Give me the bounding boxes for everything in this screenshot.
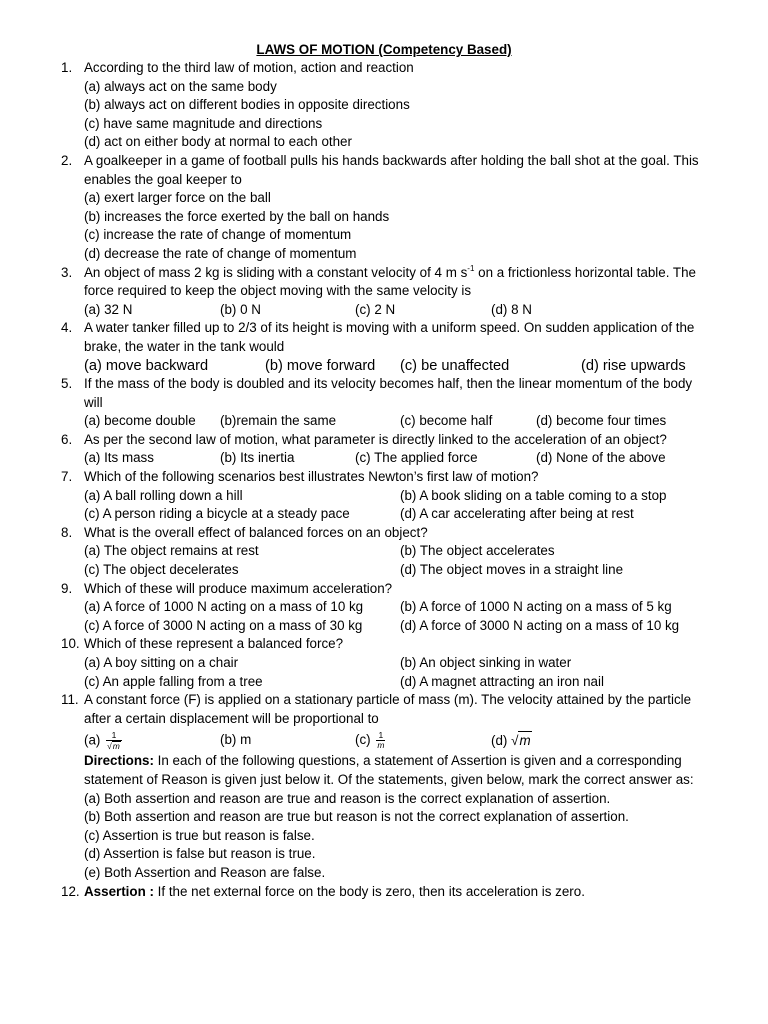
options-row bbox=[0, 487, 768, 506]
option-d: (d) The object moves in a straight line bbox=[400, 562, 624, 578]
option-c: (c) A person riding a bicycle at a steady pace bbox=[84, 506, 350, 522]
question-number: 10. bbox=[61, 636, 80, 652]
option-b: (b)remain the same bbox=[220, 413, 337, 429]
question-text: Which of these will produce maximum acceleration? bbox=[84, 580, 393, 596]
assertion-text: If the net external force on the body is zero, then its acceleration is zero. bbox=[153, 883, 585, 899]
question-3 bbox=[0, 264, 768, 283]
directions-label: Directions: bbox=[84, 753, 154, 769]
option-b: (b) increases the force exerted by the ball on hands bbox=[84, 208, 390, 224]
question-text: A water tanker filled up to 2/3 of its height is moving with a uniform speed. On sudden application of the bbox=[84, 320, 695, 336]
answer-key-a: (a) Both assertion and reason are true and reason is the correct explanation of assertion. bbox=[84, 790, 611, 806]
option-d: (d) rise upwards bbox=[581, 357, 686, 374]
question-5 bbox=[0, 375, 768, 394]
question-9 bbox=[0, 580, 768, 599]
option-a: (a) exert larger force on the ball bbox=[84, 190, 271, 206]
superscript: -1 bbox=[467, 263, 475, 273]
option-c: (c) 2 N bbox=[355, 301, 396, 317]
option-a: (a) Its mass bbox=[84, 450, 154, 466]
option-c: (c) increase the rate of change of momentum bbox=[84, 227, 352, 243]
option-d: (d) A car accelerating after being at rest bbox=[400, 506, 634, 522]
option-c: (c) An apple falling from a tree bbox=[84, 673, 263, 689]
question-7 bbox=[0, 468, 768, 487]
option-b: (b) m bbox=[220, 732, 252, 748]
directions-text: In each of the following questions, a statement of Assertion is given and a corresponding bbox=[153, 753, 682, 769]
option-a: (a) $\frac{1}{√m}$ bbox=[84, 730, 120, 752]
option-d: (d) A force of 3000 N acting on a mass of 10 kg bbox=[400, 617, 680, 633]
options-row bbox=[0, 617, 768, 636]
option-a: (a) move backward bbox=[84, 357, 209, 374]
question-number: 7. bbox=[61, 469, 73, 485]
option-a: (a) A ball rolling down a hill bbox=[84, 487, 243, 503]
option-d: (d) act on either body at normal to each other bbox=[84, 134, 352, 150]
option-d: (d) None of the above bbox=[536, 450, 666, 466]
assertion-label: Assertion : bbox=[84, 883, 154, 899]
answer-key-d: (d) Assertion is false but reason is true. bbox=[84, 846, 316, 862]
question-12 bbox=[0, 883, 768, 902]
square-root-m: √m bbox=[511, 731, 532, 751]
question-number: 8. bbox=[61, 524, 73, 540]
option-b: (b) always act on different bodies in opposite directions bbox=[84, 97, 410, 113]
options-row bbox=[0, 542, 768, 561]
question-number: 3. bbox=[61, 264, 73, 280]
question-text: A constant force (F) is applied on a stationary particle of mass (m). The velocity attained by the particle bbox=[84, 692, 692, 708]
question-10 bbox=[0, 635, 768, 654]
page-title: LAWS OF MOTION (Competency Based) bbox=[256, 42, 512, 57]
fraction-one-over-root-m: $\frac{1}{√m}$ bbox=[107, 730, 120, 752]
question-text-cont: enables the goal keeper to bbox=[84, 171, 242, 187]
directions-text-cont: statement of Reason is given just below it. Of the statements, given below, mark the correct answer as: bbox=[84, 771, 694, 787]
options-row bbox=[0, 357, 768, 376]
option-b: (b) A force of 1000 N acting on a mass of 5 kg bbox=[400, 599, 672, 615]
question-text: Which of these represent a balanced force? bbox=[84, 636, 344, 652]
option-d: (d) √m bbox=[491, 731, 532, 751]
options-row bbox=[0, 561, 768, 580]
answer-key-e: (e) Both Assertion and Reason are false. bbox=[84, 864, 326, 880]
option-a: (a) always act on the same body bbox=[84, 78, 277, 94]
question-list bbox=[0, 59, 768, 901]
question-8 bbox=[0, 524, 768, 543]
question-1 bbox=[0, 59, 768, 78]
option-c: (c) $\frac{1}{m}$ bbox=[355, 730, 385, 751]
question-6 bbox=[0, 431, 768, 450]
option-c: (c) be unaffected bbox=[400, 357, 510, 374]
question-11 bbox=[0, 691, 768, 710]
option-b: (b) The object accelerates bbox=[400, 543, 555, 559]
option-c: (c) become half bbox=[400, 413, 493, 429]
option-a: (a) The object remains at rest bbox=[84, 543, 259, 559]
option-b: (b) move forward bbox=[265, 357, 376, 374]
question-number: 6. bbox=[61, 431, 73, 447]
option-c: (c) The object decelerates bbox=[84, 562, 239, 578]
options-row bbox=[0, 673, 768, 692]
option-b: (b) An object sinking in water bbox=[400, 655, 572, 670]
directions bbox=[0, 752, 768, 771]
question-number: 5. bbox=[61, 376, 73, 392]
option-c: (c) The applied force bbox=[355, 450, 478, 466]
option-b: (b) 0 N bbox=[220, 301, 261, 317]
question-number: 12. bbox=[61, 883, 80, 899]
options-row bbox=[0, 412, 768, 431]
option-c: (c) have same magnitude and directions bbox=[84, 115, 323, 131]
fraction-one-over-m: $\frac{1}{m}$ bbox=[377, 730, 385, 751]
options-row bbox=[0, 505, 768, 524]
option-c: (c) A force of 3000 N acting on a mass of 30 kg bbox=[84, 617, 363, 633]
options-row bbox=[0, 449, 768, 468]
question-text: According to the third law of motion, action and reaction bbox=[84, 60, 414, 75]
answer-key-c: (c) Assertion is true but reason is false. bbox=[84, 827, 315, 843]
question-text-cont: brake, the water in the tank would bbox=[84, 338, 285, 354]
question-text: As per the second law of motion, what parameter is directly linked to the acceleration of an object? bbox=[84, 431, 667, 447]
question-2 bbox=[0, 152, 768, 171]
question-text-cont: will bbox=[84, 394, 103, 410]
option-d: (d) A magnet attracting an iron nail bbox=[400, 673, 604, 689]
question-text-cont: force required to keep the object moving with the same velocity is bbox=[84, 283, 472, 299]
options-row bbox=[0, 654, 768, 673]
question-number: 1. bbox=[61, 60, 73, 75]
option-b: (b) A book sliding on a table coming to a stop bbox=[400, 487, 667, 503]
option-a: (a) 32 N bbox=[84, 301, 133, 317]
option-d: (d) decrease the rate of change of momentum bbox=[84, 245, 357, 261]
option-d: (d) 8 N bbox=[491, 301, 532, 317]
question-number: 11. bbox=[61, 692, 79, 708]
question-text: What is the overall effect of balanced forces on an object? bbox=[84, 524, 428, 540]
question-text: An object of mass 2 kg is sliding with a constant velocity of 4 m $s^{-1}$ on a frictionless horizontal table. The bbox=[84, 263, 696, 280]
question-text: Which of the following scenarios best illustrates Newton’s first law of motion? bbox=[84, 469, 539, 485]
question-number: 9. bbox=[61, 580, 73, 596]
option-d: (d) become four times bbox=[536, 413, 667, 429]
options-row bbox=[0, 301, 768, 320]
option-a: (a) become double bbox=[84, 413, 196, 429]
option-a: (a) A boy sitting on a chair bbox=[84, 655, 239, 670]
option-a: (a) A force of 1000 N acting on a mass of 10 kg bbox=[84, 599, 364, 615]
options-row bbox=[0, 598, 768, 617]
answer-key-b: (b) Both assertion and reason are true but reason is not the correct explanation of assertion. bbox=[84, 809, 629, 825]
options-row bbox=[0, 728, 768, 752]
question-4 bbox=[0, 319, 768, 338]
question-text: If the mass of the body is doubled and its velocity becomes half, then the linear momentum of the body bbox=[84, 376, 693, 392]
option-b: (b) Its inertia bbox=[220, 450, 295, 466]
question-number: 2. bbox=[61, 152, 73, 168]
question-text-cont: after a certain displacement will be proportional to bbox=[84, 710, 379, 726]
question-text: A goalkeeper in a game of football pulls his hands backwards after holding the ball shot at the goal. This bbox=[84, 152, 699, 168]
question-number: 4. bbox=[61, 320, 73, 336]
